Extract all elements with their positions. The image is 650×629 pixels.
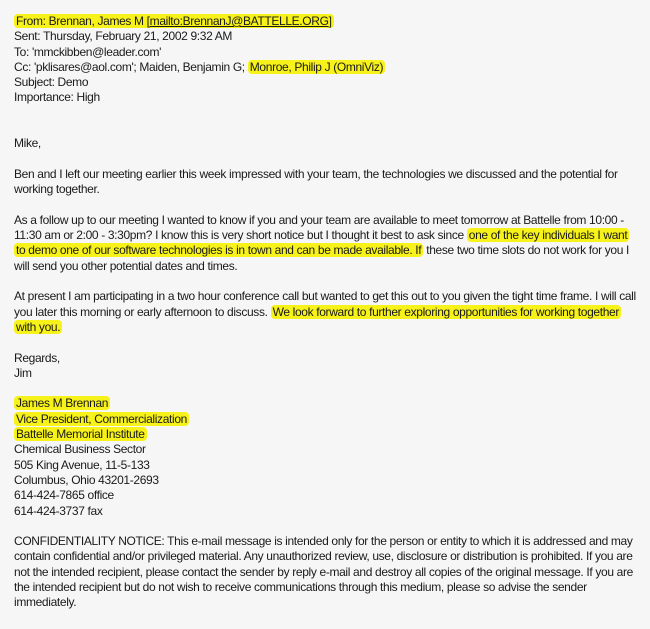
to-label: To: xyxy=(14,44,29,59)
from-highlight: From: Brennan, James M [mailto:BrennanJ@BATTELLE.ORG] xyxy=(16,14,332,28)
from-label: From: xyxy=(16,14,46,28)
signature-title: Vice President, Commercialization xyxy=(16,411,187,426)
cc-highlighted-recipient: Monroe, Philip J (OmniViz) xyxy=(249,59,384,74)
subject-value: Demo xyxy=(57,75,89,90)
paragraph-3 xyxy=(14,289,639,335)
paragraph-2-text-end: these two time slots do not work for you I will send you other potential dates and times. xyxy=(14,243,629,273)
from-name: Brennan, James M xyxy=(48,14,144,28)
to-value: 'mmckibben@leader.com' xyxy=(31,44,162,59)
signoff: Jim xyxy=(14,365,32,380)
from-line xyxy=(14,14,644,29)
from-email-link[interactable]: mailto:BrennanJ@BATTELLE.ORG xyxy=(149,14,329,28)
paragraph-2-text: As a follow up to our meeting I wanted to know if you and your team are available to meet tomorrow at Battelle from 10:00 - 11:30 am or 2:00 - 3:30pm? I know this is very short notice but I thought it best to ask since xyxy=(14,212,624,243)
paragraph-3-highlight: We look forward to further exploring opportunities for working together with you. xyxy=(16,304,620,334)
signature-address-2: Columbus, Ohio 43201-2693 xyxy=(14,472,159,487)
sent-value: Thursday, February 21, 2002 9:32 AM xyxy=(43,29,233,44)
to-line xyxy=(14,45,644,60)
signature-name: James M Brennan xyxy=(16,396,109,411)
signature-fax: 614-424-3737 fax xyxy=(14,503,103,518)
signature-org: Battelle Memorial Institute xyxy=(16,427,145,442)
subject-line xyxy=(14,75,644,90)
paragraph-1: Ben and I left our meeting earlier this week impressed with your team, the technologies we discussed and the potential for working together. xyxy=(14,166,618,197)
subject-label: Subject: xyxy=(14,75,55,90)
email-header xyxy=(14,14,644,106)
confidentiality-notice: CONFIDENTIALITY NOTICE: This e-mail message is intended only for the person or entity to which it is addressed and may contain confidential and/or privileged material. Any unauthorized review, use, disclosure or distribution is prohibited. If you are not the intended recipient, please contact the sender by reply e-mail and destroy all copies of the original message. If you are the intended recipient but do not wish to receive communications through this medium, please so advise the sender immediately. xyxy=(14,534,633,610)
cc-value: 'pklisares@aol.com'; Maiden, Benjamin G; xyxy=(33,59,245,74)
paragraph-3-text: At present I am participating in a two hour conference call but wanted to get this out to you given the tight time frame. I will call you later this morning or early afternoon to discuss. xyxy=(14,289,636,319)
closing: Regards, xyxy=(14,350,60,365)
greeting: Mike, xyxy=(14,136,41,151)
importance-label: Importance: xyxy=(14,90,74,105)
sent-line xyxy=(14,29,644,44)
importance-line xyxy=(14,90,644,105)
signature-block xyxy=(14,396,644,518)
paragraph-2 xyxy=(14,213,639,274)
cc-label: Cc: xyxy=(14,59,31,74)
signature-dept: Chemical Business Sector xyxy=(14,442,146,457)
importance-value: High xyxy=(76,90,100,105)
paragraph-2-highlight: one of the key individuals I want to demo one of our software technologies is in town and can be made available. If xyxy=(16,228,628,258)
cc-line xyxy=(14,60,644,75)
signature-address-1: 505 King Avenue, 11-5-133 xyxy=(14,457,150,472)
signature-phone: 614-424-7865 office xyxy=(14,488,114,503)
sent-label: Sent: xyxy=(14,29,41,44)
